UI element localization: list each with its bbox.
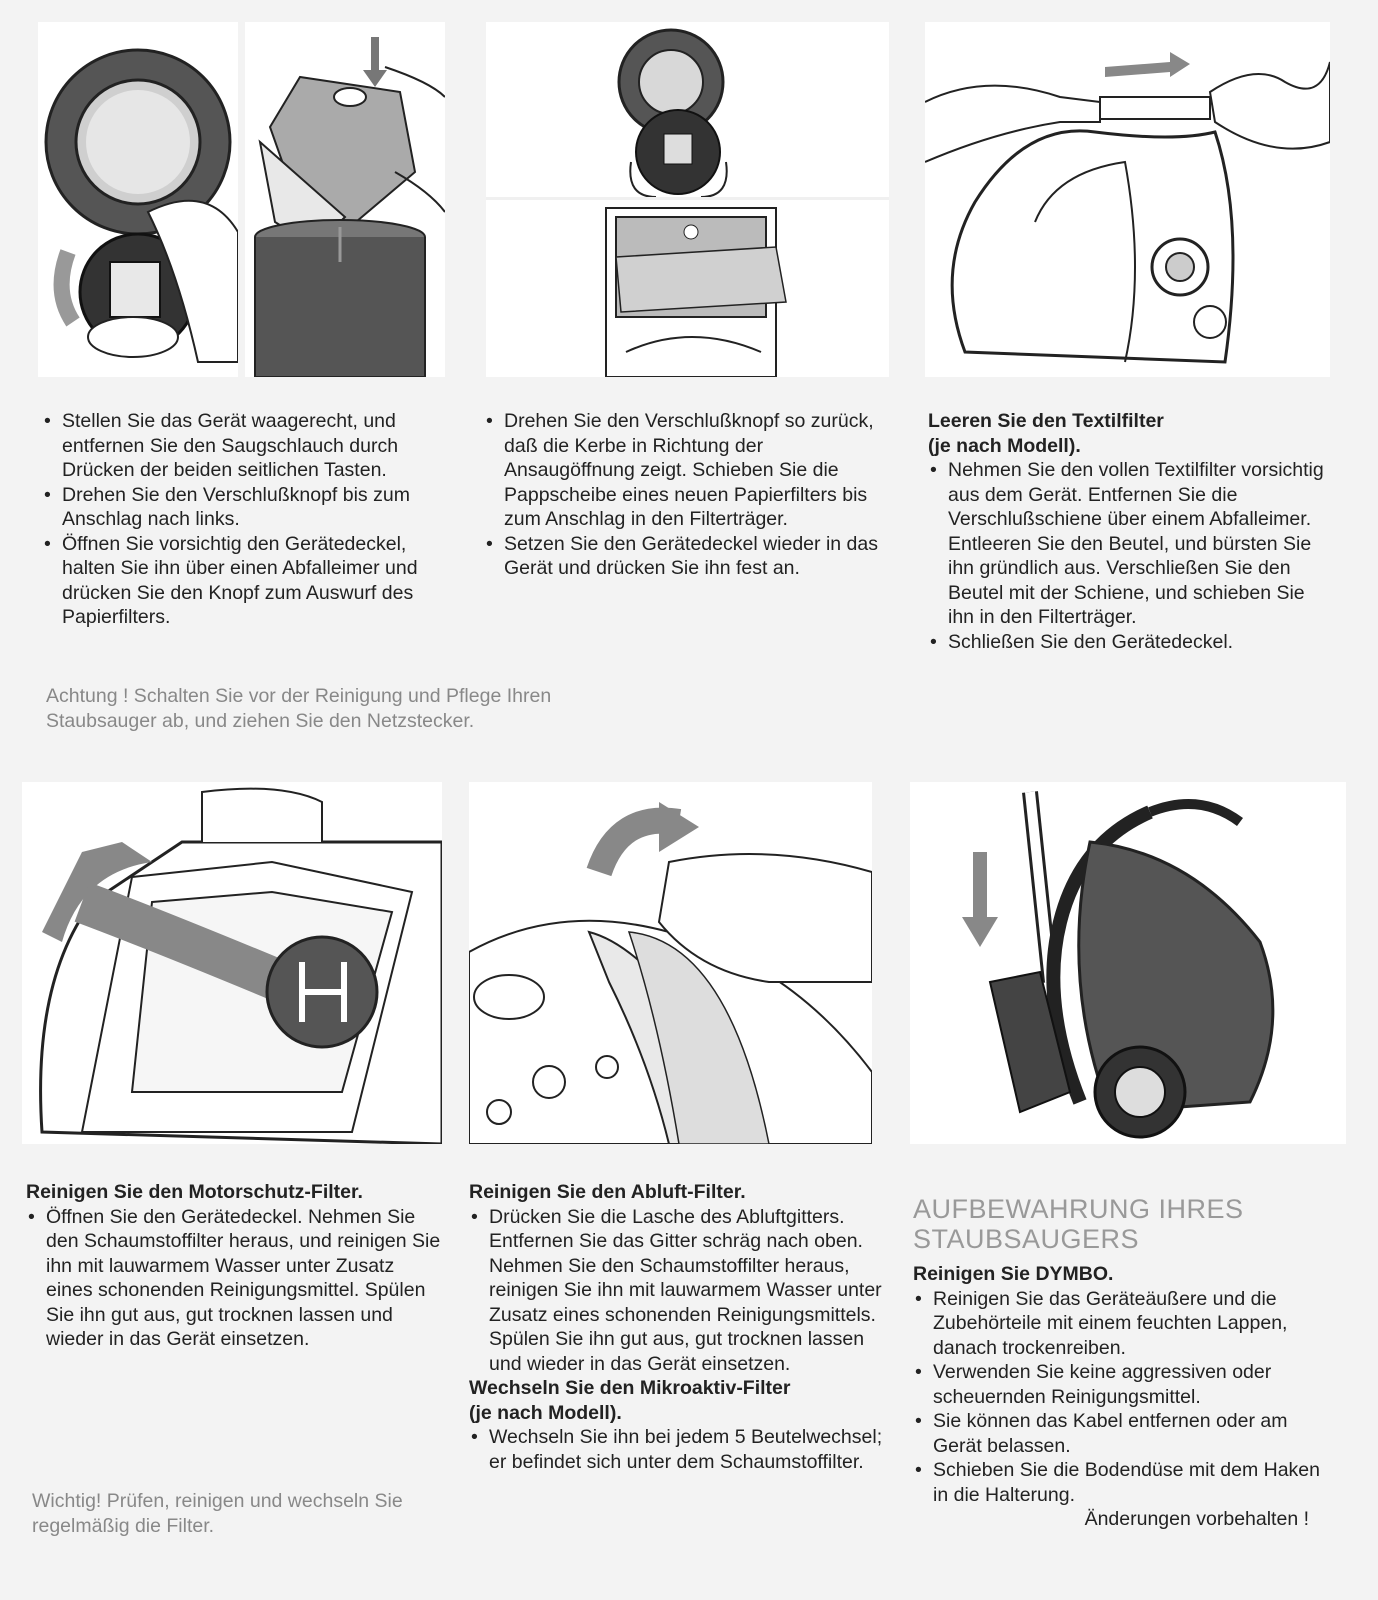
illustration-open-lid bbox=[38, 22, 238, 377]
footer-note: Änderungen vorbehalten ! bbox=[1084, 1508, 1309, 1530]
section-heading: Reinigen Sie DYMBO. bbox=[913, 1263, 1114, 1285]
list-item: • Schließen Sie den Gerätedeckel. bbox=[928, 630, 1328, 655]
text-column-bottom-3 bbox=[913, 1194, 1333, 1532]
illustration-eject-filter bbox=[245, 22, 445, 377]
list-item: • Nehmen Sie den vollen Textilfilter vorsichtig aus dem Gerät. Entfernen Sie die Verschlußschiene über einem Abfalleimer. Entleeren Sie den Beutel, und bürsten Sie ihn gründlich aus. Verschließen Sie den Beutel mit der Schiene, und schieben Sie ihn in den Filterträger. bbox=[928, 458, 1328, 630]
list-item: • Drehen Sie den Verschlußknopf so zurück, daß die Kerbe in Richtung der Ansaugöffnung zeigt. Schieben Sie die Pappscheibe eines neuen Papierfilters bis zum Anschlag in den Filterträger. bbox=[484, 409, 894, 532]
warning-note: Achtung ! Schalten Sie vor der Reinigung und Pflege Ihren Staubsauger ab, und ziehen Sie den Netzstecker. bbox=[46, 685, 552, 732]
list-item: • Öffnen Sie vorsichtig den Gerätedeckel, halten Sie ihn über einen Abfalleimer und drücken Sie den Knopf zum Auswurf des Papierfilters. bbox=[42, 532, 452, 630]
list-item: • Reinigen Sie das Geräteäußere und die Zubehörteile mit einem feuchten Lappen, danach trockenreiben. bbox=[913, 1287, 1333, 1361]
section-subheading: (je nach Modell). bbox=[928, 434, 1081, 457]
list-item: • Wechseln Sie ihn bei jedem 5 Beutelwechsel; er befindet sich unter dem Schaumstoffilter. bbox=[469, 1425, 889, 1474]
illustration-textile-filter bbox=[925, 22, 1330, 377]
list-item: • Verwenden Sie keine aggressiven oder scheuernden Reinigungsmittel. bbox=[913, 1360, 1333, 1409]
illustration-storage bbox=[910, 782, 1346, 1144]
page-title: AUFBEWAHRUNG IHRES bbox=[913, 1194, 1244, 1224]
illustration-exhaust-filter bbox=[469, 782, 872, 1144]
text-column-top-1 bbox=[42, 409, 452, 630]
list-item: • Drücken Sie die Lasche des Abluftgitters. Entfernen Sie das Gitter schräg nach oben. Nehmen Sie den Schaumstoffilter heraus, reinigen Sie ihn mit lauwarmem Wasser unter Zusatz eines schonenden Reinigungsmittels. Spülen Sie ihn gut aus, gut trocknen lassen und wieder in das Gerät einsetzen. bbox=[469, 1205, 889, 1377]
list-item: • Sie können das Kabel entfernen oder am Gerät belassen. bbox=[913, 1409, 1333, 1458]
list-item: • Öffnen Sie den Gerätedeckel. Nehmen Sie den Schaumstoffilter heraus, und reinigen Sie ihn mit lauwarmem Wasser unter Zusatz eines schonenden Reinigungsmittel. Spülen Sie ihn gut aus, gut trocknen lassen und wieder in das Gerät einsetzen. bbox=[26, 1205, 446, 1352]
section-heading-secondary: Wechseln Sie den Mikroaktiv-Filter bbox=[469, 1377, 791, 1399]
section-heading: Reinigen Sie den Abluft-Filter. bbox=[469, 1181, 746, 1203]
section-heading: Reinigen Sie den Motorschutz-Filter. bbox=[26, 1181, 363, 1203]
illustration-motor-filter bbox=[22, 782, 442, 1144]
list-item: • Drehen Sie den Verschlußknopf bis zum Anschlag nach links. bbox=[42, 483, 452, 532]
important-note: Wichtig! Prüfen, reinigen und wechseln Sie regelmäßig die Filter. bbox=[32, 1490, 403, 1537]
text-column-top-2 bbox=[484, 409, 894, 581]
list-item: • Schieben Sie die Bodendüse mit dem Haken in die Halterung. bbox=[913, 1458, 1333, 1507]
page-title-line2: STAUBSAUGERS bbox=[913, 1224, 1140, 1254]
section-heading: Leeren Sie den Textilfilter bbox=[928, 410, 1164, 432]
text-column-bottom-2 bbox=[469, 1180, 889, 1474]
list-item: • Setzen Sie den Gerätedeckel wieder in das Gerät und drücken Sie ihn fest an. bbox=[484, 532, 894, 581]
text-column-top-3 bbox=[928, 409, 1328, 654]
section-subheading: (je nach Modell). bbox=[469, 1401, 622, 1424]
list-item: • Stellen Sie das Gerät waagerecht, und entfernen Sie den Saugschlauch durch Drücken der beiden seitlichen Tasten. bbox=[42, 409, 452, 483]
text-column-bottom-1 bbox=[26, 1180, 446, 1352]
illustration-insert-paper-filter bbox=[486, 22, 889, 377]
